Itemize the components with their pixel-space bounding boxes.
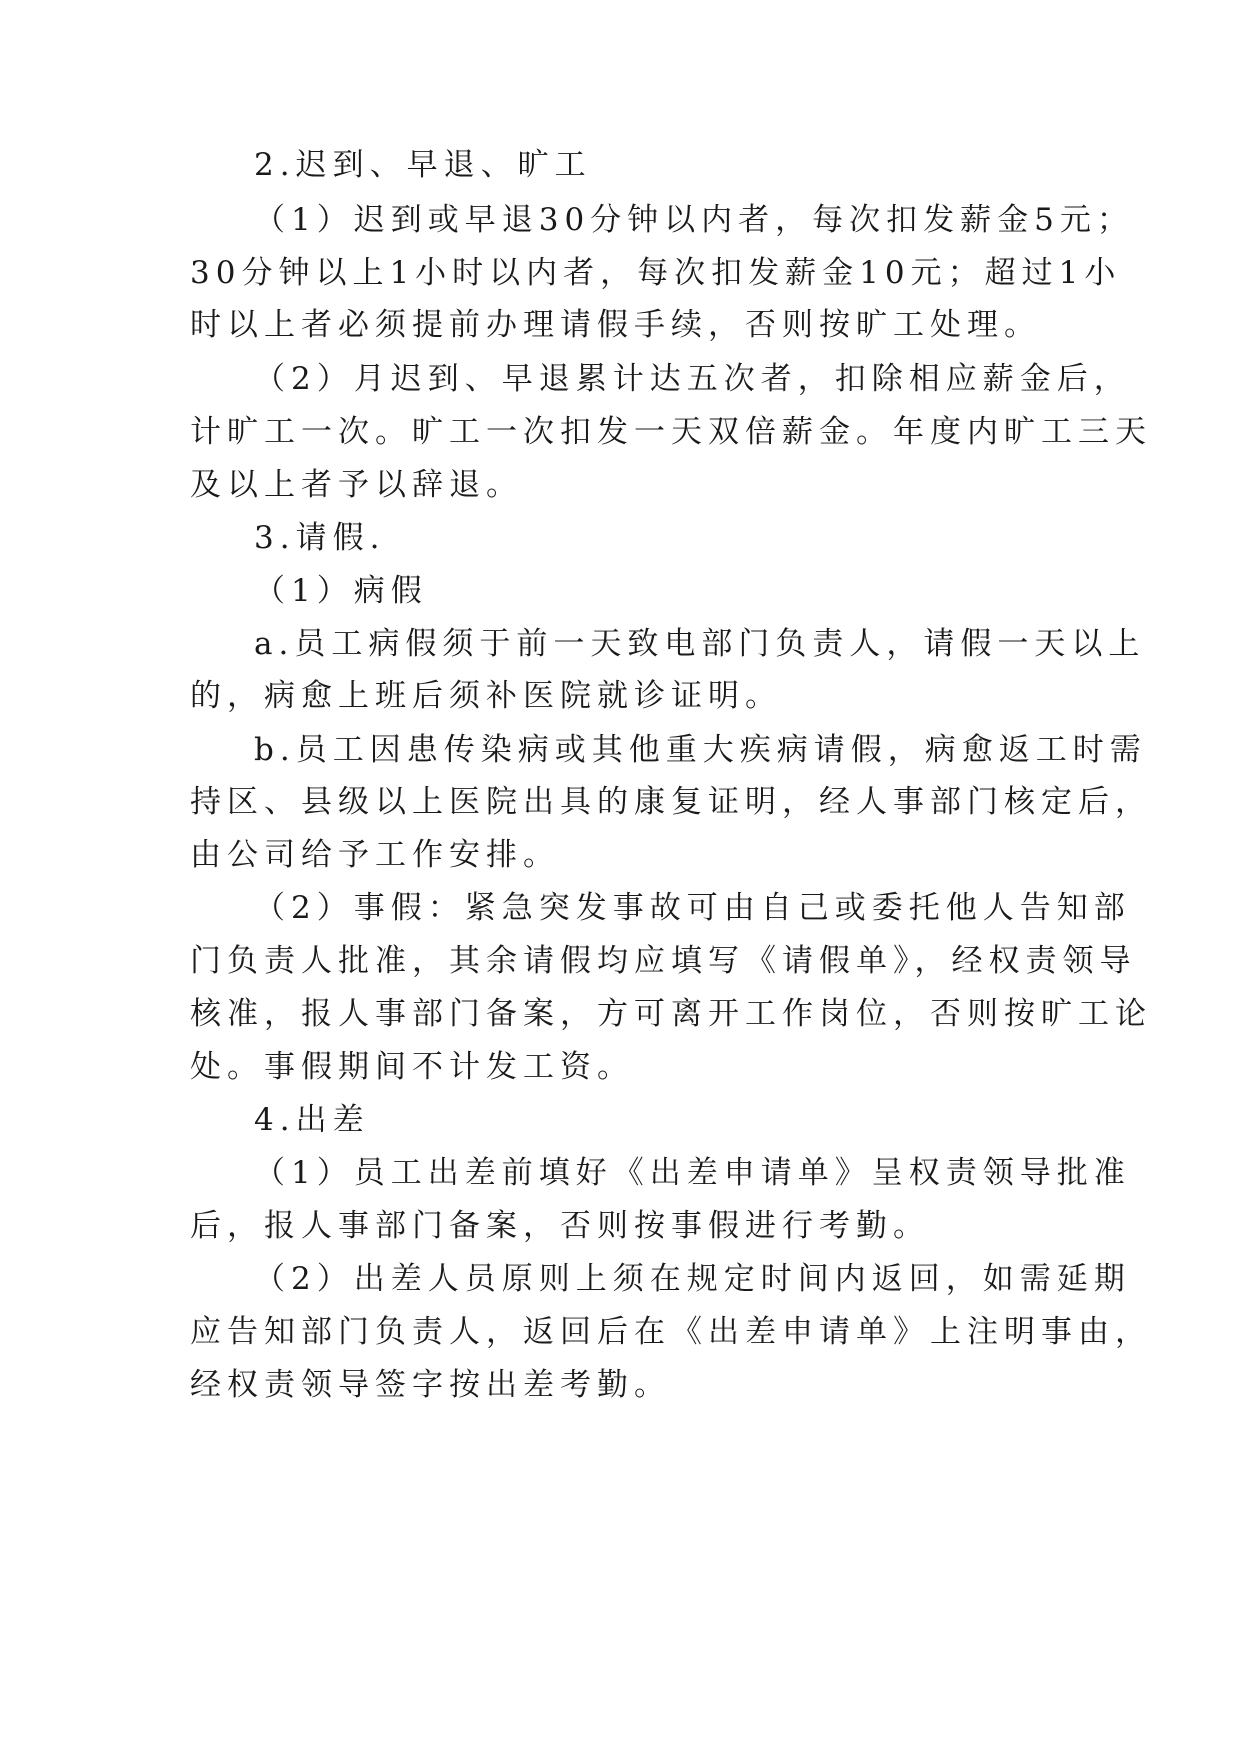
paragraph-line: 及以上者予以辞退。: [190, 467, 523, 503]
paragraph-line: 经权责领导签字按出差考勤。: [190, 1367, 671, 1403]
paragraph-line: （2）出差人员原则上须在规定时间内返回，如需延期: [254, 1261, 1131, 1297]
paragraph-line: （1）员工出差前填好《出差申请单》呈权责领导批准: [254, 1155, 1131, 1191]
section-heading-lateness: 2.迟到、早退、旷工: [254, 147, 592, 183]
paragraph-line: b.员工因患传染病或其他重大疾病请假，病愈返工时需: [254, 732, 1147, 768]
paragraph-line: 处。事假期间不计发工资。: [190, 1049, 634, 1085]
section-heading-business-trip: 4.出差: [254, 1102, 370, 1138]
paragraph-line: a.员工病假须于前一天致电部门负责人，请假一天以上: [254, 626, 1146, 662]
paragraph-line: 30分钟以上1小时以内者，每次扣发薪金10元；超过1小: [190, 255, 1122, 291]
paragraph-line: （1）迟到或早退30分钟以内者，每次扣发薪金5元；: [254, 202, 1134, 238]
subheading-sick-leave: （1）病假: [254, 573, 428, 609]
paragraph-line: 门负责人批准，其余请假均应填写《请假单》，经权责领导: [190, 943, 1137, 979]
paragraph-line: 持区、县级以上医院出具的康复证明，经人事部门核定后，: [190, 784, 1152, 820]
paragraph-line: （2）事假：紧急突发事故可由自己或委托他人告知部: [254, 890, 1131, 926]
paragraph-line: 后，报人事部门备案，否则按事假进行考勤。: [190, 1208, 930, 1244]
paragraph-line: 的，病愈上班后须补医院就诊证明。: [190, 678, 782, 714]
section-heading-leave: 3.请假.: [254, 520, 386, 556]
paragraph-line: 计旷工一次。旷工一次扣发一天双倍薪金。年度内旷工三天: [190, 414, 1152, 450]
paragraph-line: 由公司给予工作安排。: [190, 837, 560, 873]
paragraph-line: 核准，报人事部门备案，方可离开工作岗位，否则按旷工论: [190, 996, 1152, 1032]
paragraph-line: 应告知部门负责人，返回后在《出差申请单》上注明事由，: [190, 1314, 1152, 1350]
paragraph-line: 时以上者必须提前办理请假手续，否则按旷工处理。: [190, 307, 1041, 343]
paragraph-line: （2）月迟到、早退累计达五次者，扣除相应薪金后，: [254, 361, 1131, 397]
